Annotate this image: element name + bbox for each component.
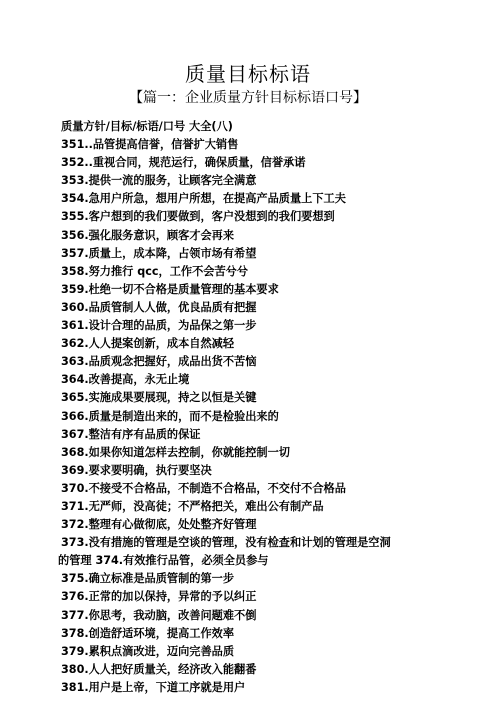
list-item: 378.创造舒适环境，提高工作效率: [61, 626, 235, 640]
list-item: 356.强化服务意识，顾客才会再来: [61, 228, 235, 242]
list-item: 379.累积点滴改进，迈向完善品质: [61, 644, 235, 658]
list-item: 363.品质观念把握好，成品出货不苦恼: [61, 355, 257, 369]
list-item: 380.人人把好质量关，经济改入能翻番: [61, 662, 257, 676]
section-heading: 质量方针/目标/标语/口号 大全(八): [61, 120, 233, 133]
list-item: 的管理 374.有效推行品管，必须全员参与: [58, 554, 269, 568]
list-item: 355.客户想到的我们要做到，客户没想到的我们要想到: [61, 210, 335, 224]
list-item: 360.品质管制人人做，优良品质有把握: [61, 300, 257, 314]
list-item: 381.用户是上帝，下道工序就是用户: [61, 680, 246, 694]
list-item: 366.质量是制造出来的，而不是检验出来的: [61, 409, 279, 423]
list-item: 377.你思考，我动脑，改善问题难不倒: [61, 608, 257, 622]
document-body: [58, 118, 441, 697]
list-item: 369.要求要明确，执行要坚决: [61, 463, 212, 477]
list-item: 362.人人提案创新，成本自然减轻: [61, 337, 235, 351]
list-item: 376.正常的加以保持，异常的予以纠正: [61, 590, 257, 604]
list-item: 364.改善提高，永无止境: [61, 373, 190, 387]
list-item: 370.不接受不合格品，不制造不合格品，不交付不合格品: [61, 481, 346, 495]
list-item: 371.无严师，没高徒；不严格把关，难出公有制产品: [61, 499, 324, 513]
list-item: 353.提供一流的服务，让顾客完全满意: [61, 174, 257, 188]
list-item: 367.整洁有序有品质的保证: [61, 427, 201, 441]
list-item: 368.如果你知道怎样去控制，你就能控制一切: [61, 445, 290, 459]
slogan-list-continued: [61, 570, 441, 697]
list-item: 357.质量上，成本降，占领市场有希望: [61, 246, 257, 260]
list-item: 358.努力推行 qcc，工作不会苦兮兮: [61, 264, 249, 278]
document-subtitle: 【篇一：企业质量方针目标标语口号】: [129, 90, 367, 106]
list-item: 375.确立标准是品质管制的第一步: [61, 572, 235, 586]
document-title: 质量目标标语: [185, 62, 311, 86]
list-item: 351..品管提高信誉，信誉扩大销售: [61, 138, 239, 152]
list-item: 372.整理有心做彻底，处处整齐好管理: [61, 518, 257, 532]
list-item: 373.没有措施的管理是空谈的管理，没有检查和计划的管理是空洞: [61, 536, 391, 550]
slogan-list: [61, 136, 441, 534]
list-item: 361.设计合理的品质，为品保之第一步: [61, 319, 257, 333]
list-item: 365.实施成果要展现，持之以恒是关键: [61, 391, 257, 405]
list-item: 359.杜绝一切不合格是质量管理的基本要求: [61, 282, 279, 296]
list-item: 352..重视合同，规范运行，确保质量，信誉承诺: [61, 156, 306, 170]
list-item: 354.急用户所急，想用户所想，在提高产品质量上下工夫: [61, 192, 346, 206]
